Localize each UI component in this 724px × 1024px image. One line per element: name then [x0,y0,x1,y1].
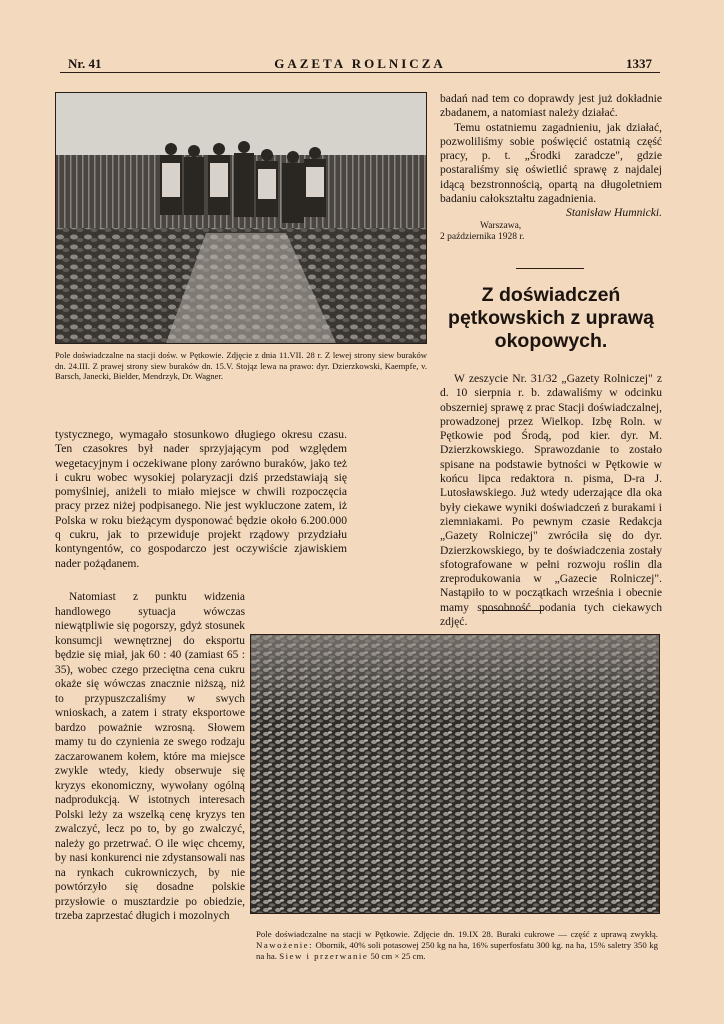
paragraph: badań nad tem co doprawdy jest już dokładnie zbadanem, a natomiast należy działać. [440,92,662,120]
paragraph: Temu ostatniemu zagadnieniu, jak działać, pozwoliliśmy sobie poświęcić ostatnią część pracy, p. t. „Środki zaradcze", gdzie postaraliśmy się oświetlić sprawę z najdalej idącą bezstronnością, opartą na długoletniem badaniu całokształtu zagadnienia. [440,120,662,206]
header-rule [60,72,660,73]
photo-bottom-caption [256,929,658,961]
caption-part: 50 cm × 25 cm. [370,950,426,961]
caption-label: Siew i przerwanie [279,950,369,961]
caption-part: Obornik, 40% soli potasowej 250 kg na ha, 16% superfosfatu 300 kg. na ha, 15% saletry 350 kg na ha. [256,939,659,961]
left-column-lower [55,590,245,924]
place-line: Warszawa, [480,220,522,231]
date-line: 2 października 1928 r. [440,232,525,243]
article-body [440,372,662,629]
paragraph: W zeszycie Nr. 31/32 „Gazety Rolniczej" z d. 10 sierpnia r. b. zdawaliśmy w odcinku obszerniej sprawę z prac Stacji doświadczalnej, prowadzonej przez Wielkop. Izbę Roln. w Pętkowie pod Środą, pod kier. dyr. M. Dzierzkowskiego. Sprawozdanie to zostało spisane na podstawie bytności w Pętkowie w końcu lipca redaktora n. pisma, D-ra J. Lutosławskiego. Już wtedy uderzające dla oka były ciekawe wyniki doświadczeń z burakami i ziemniakami. Po pewnym czasie Redakcja „Gazety Rolniczej" zwróciła się do dyr. Dzierzkowskiego, by te doświadczenia zostały sfotografowane w pełni rozwoju roślin dla zreprodukowania w „Gazecie Rolniczej". Nastąpiło to w początkach września i obecnie mamy sposobność podania tych ciekawych zdjęć. [440,372,662,629]
photo-field-with-people [55,92,427,344]
paragraph: Natomiast z punktu widzenia handlowego sytuacja wówczas niewątpliwie się pogorszy, gdyż stosunek konsumcji wewnętrznej do eksportu będzie się miał, jak 60 : 40 (zamiast 65 : 35), wobec czego przeciętna cena cukru okaże się wówczas znacznie niższą, niż to przypuszczaliśmy w swych wnioskach, a zatem i straty eksportowe bardzo poważnie wzrosną. Słowem mamy tu do czynienia ze swego rodzaju zaczarowanem kołem, które ma miejsce zwykle wtedy, kiedy obserwuje się kryzys ekonomiczny, wywołany ogólną nadprodukcją. W istotnych interesach Polski leży za wszelką cenę kryzys ten zwalczyć, lecz po to, by go zwalczyć, należy go przetrwać. O ile więc chcemy, by nasi konkurenci nie zdystansowali nas na rynkach cukrowniczych, by nie powtórzyło się dosadne polskie przysłowie o musztardzie po obiedzie, trzeba zaprzestać długich i mozolnych [55,591,245,922]
page-number: 1337 [626,56,652,71]
paragraph: tystycznego, wymagało stosunkowo długiego okresu czasu. Ten czasokres był nader sprzyjającym pod względem wegetacyjnym i oczekiwane plony zarówno buraków, jako też i cukru wobec wysokiej polaryzacji dziś przedstawiają się pomyślniej, aniżeli to miało miejsce w chwili rozpoczęcia pracy przez niżej podpisanego. Nie jest wykluczone zatem, iż Polska w roku bieżącym dysponować będzie około 6.200.000 q cukru, jak to przewiduje projekt rządowy przydziału kontyngentów, co gospodarczo jest oczywiście zjawiskiem nader pożądanem. [55,428,347,570]
signature: Stanisław Humnicki. [566,206,662,220]
newspaper-title: GAZETA ROLNICZA [274,56,446,71]
caption-part: Pole doświadczalne na stacji w Pętkowie. Zdjęcie dn. 19.IX 28. Buraki cukrowe — część z uprawą zwykłą. [256,929,658,939]
end-rule [482,610,544,611]
right-column-top [440,92,662,244]
photo-top-caption: Pole doświadczalne na stacji dośw. w Pętkowie. Zdjęcie z dnia 11.VII. 28 r. Z lewej strony siew buraków dn. 24.III. Z prawej strony siew buraków dn. 15.V. Stojąz lewa na prawo: dyr. Dzierzkowski, Kaempfe, v. Barsch, Janecki, Bielder, Mendrzyk, Dr. Wagner. [55,350,427,381]
issue-number: Nr. 41 [68,56,102,71]
left-column-upper [55,428,347,571]
article-headline: Z doświadczeń pętkowskich z uprawą okopowych. [448,284,654,352]
section-rule [516,268,584,269]
photo-beet-field [250,634,660,914]
caption-label: Nawożenie: [256,939,314,950]
